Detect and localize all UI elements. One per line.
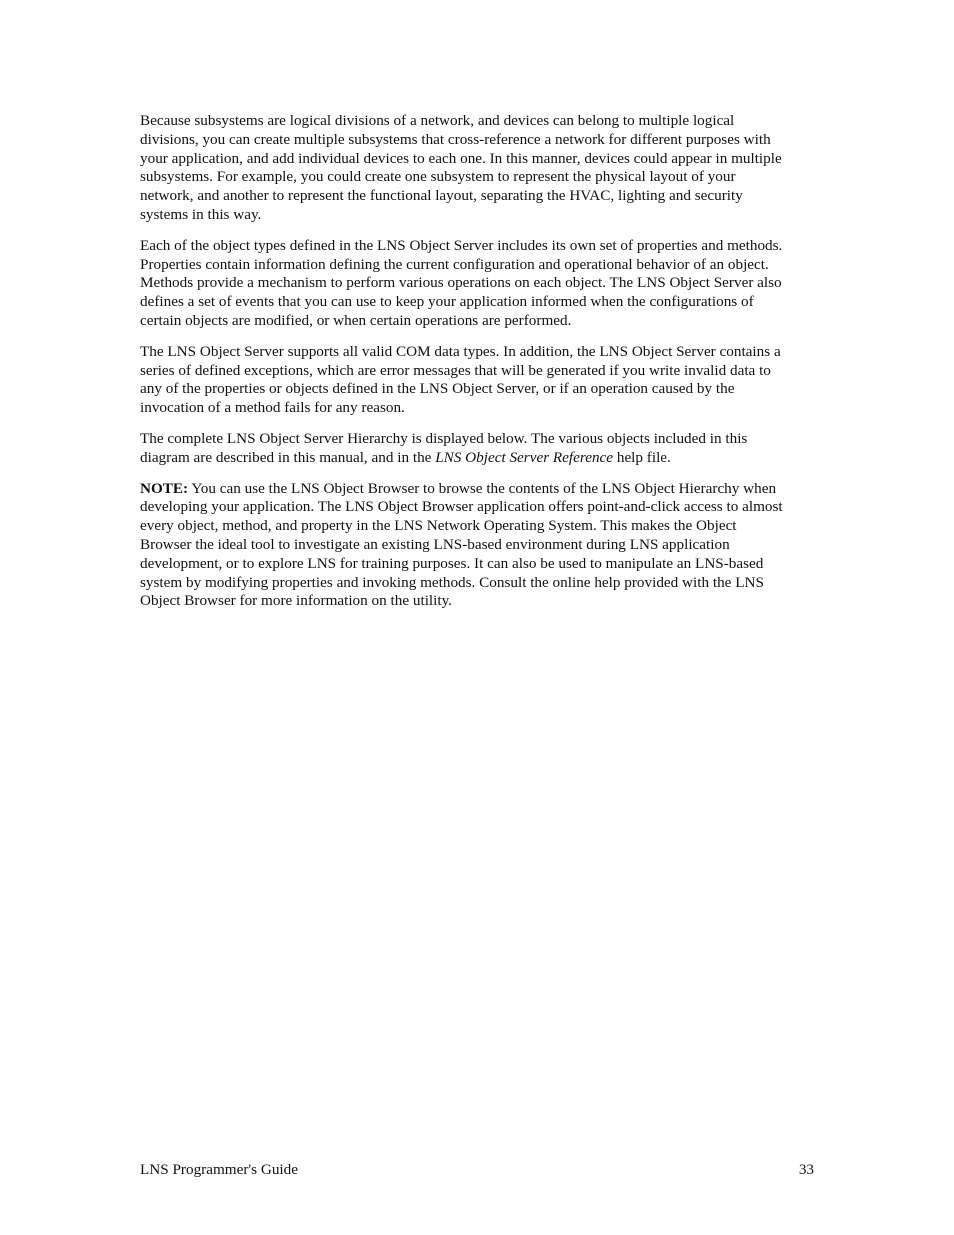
note-text: You can use the LNS Object Browser to browse the contents of the LNS Object Hierarchy when developing your application. The LNS Object Browser application offers point-and-click access to almost every object, method, and property in the LNS Network Operating System. This makes the Object Browser the ideal tool to investigate an existing LNS-based environment during LNS application development, or to explore LNS for training purposes. It can also be used to manipulate an LNS-based system by modifying properties and invoking methods. Consult the online help provided with the LNS Object Browser for more information on the utility.	[140, 479, 783, 610]
paragraph-note	[140, 480, 790, 612]
paragraph-properties-methods: Each of the object types defined in the LNS Object Server includes its own set of properties and methods. Properties contain information defining the current configuration and operational behavior of an object. Methods provide a mechanism to perform various operations on each object. The LNS Object Server also defines a set of events that you can use to keep your application informed when the configurations of certain objects are modified, or when certain operations are performed.	[140, 236, 783, 329]
paragraph-subsystems: Because subsystems are logical divisions of a network, and devices can belong to multiple logical divisions, you can create multiple subsystems that cross-reference a network for different purposes with your application, and add individual devices to each one. In this manner, devices could appear in multiple subsystems. For example, you could create one subsystem to represent the physical layout of your network, and another to represent the functional layout, separating the HVAC, lighting and security systems in this way.	[140, 112, 782, 223]
page-number: 33	[798, 1161, 814, 1178]
hierarchy-text-start: The complete LNS Object Server Hierarchy is displayed below. The various objects included in this diagram are described in this manual, and in the	[140, 429, 748, 466]
note-label: NOTE:	[140, 479, 189, 497]
paragraph-com-data-types: The LNS Object Server supports all valid COM data types. In addition, the LNS Object Server contains a series of defined exceptions, which are error messages that will be generated if you write invalid data to any of the properties or objects defined in the LNS Object Server, or if an operation caused by the invocation of a method fails for any reason.	[140, 342, 781, 417]
reference-title: LNS Object Server Reference	[435, 448, 614, 466]
footer-title: LNS Programmer's Guide	[140, 1161, 298, 1178]
paragraph-hierarchy	[140, 430, 790, 468]
hierarchy-text-end: help file.	[613, 448, 671, 466]
body-text	[140, 112, 790, 623]
